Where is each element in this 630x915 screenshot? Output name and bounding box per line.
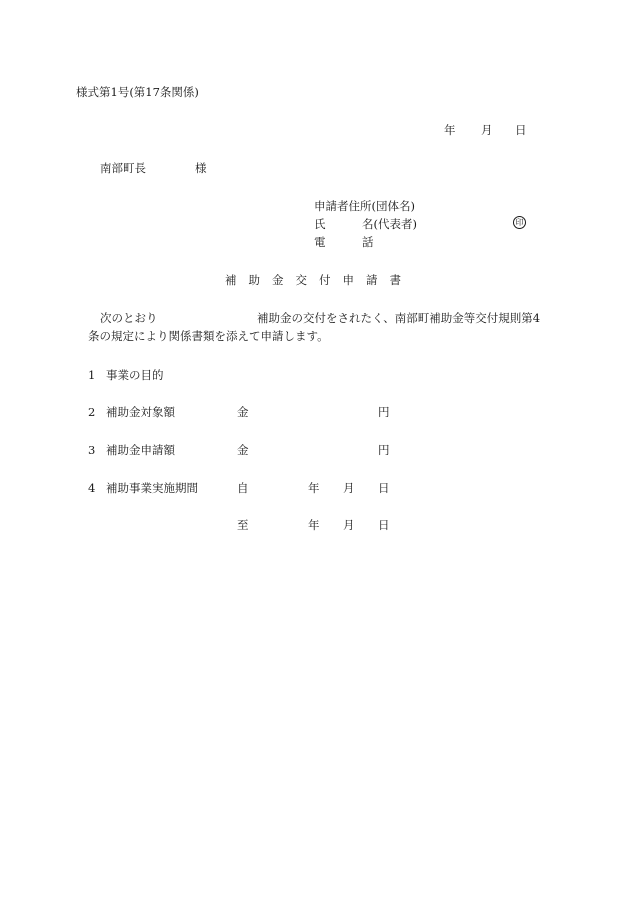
date-year-label: 年 (444, 123, 456, 137)
item-3-suffix: 円 (378, 443, 390, 457)
applicant-name-label-1: 氏 (314, 217, 326, 231)
date-month-label: 月 (481, 123, 493, 137)
period-from-day: 日 (378, 481, 390, 495)
body-line2: 条の規定により関係書類を添えて申請します。 (88, 329, 329, 343)
applicant-name-label-2: 名(代表者) (362, 217, 417, 231)
document-title: 補助金交付申請書 (225, 273, 413, 287)
item-4-label: 補助事業実施期間 (106, 481, 198, 495)
item-3-number: 3 (88, 443, 96, 457)
item-1-label: 事業の目的 (106, 368, 164, 382)
addressee-name: 南部町長 (100, 161, 146, 175)
item-2-prefix: 金 (237, 405, 249, 419)
item-4-number: 4 (88, 481, 96, 495)
item-3-label: 補助金申請額 (106, 443, 175, 457)
item-1-number: 1 (88, 368, 96, 382)
body-line1-start: 次のとおり (100, 311, 158, 325)
period-to-year: 年 (308, 518, 320, 532)
period-to-label: 至 (237, 518, 249, 532)
period-from-label: 自 (237, 481, 249, 495)
period-to-month: 月 (343, 518, 355, 532)
seal-mark: 印 (513, 216, 526, 229)
period-from-month: 月 (343, 481, 355, 495)
applicant-address-label: 申請者住所(団体名) (314, 199, 415, 213)
period-from-year: 年 (308, 481, 320, 495)
form-header: 様式第1号(第17条関係) (76, 85, 199, 99)
body-line1-end: 補助金の交付をされたく、南部町補助金等交付規則第4 (257, 311, 541, 325)
applicant-phone-label-1: 電 (314, 235, 326, 249)
applicant-phone-label-2: 話 (362, 235, 374, 249)
item-3-prefix: 金 (237, 443, 249, 457)
item-2-number: 2 (88, 405, 96, 419)
item-2-suffix: 円 (378, 405, 390, 419)
item-2-label: 補助金対象額 (106, 405, 175, 419)
period-to-day: 日 (378, 518, 390, 532)
addressee-honorific: 様 (195, 161, 207, 175)
date-day-label: 日 (515, 123, 527, 137)
